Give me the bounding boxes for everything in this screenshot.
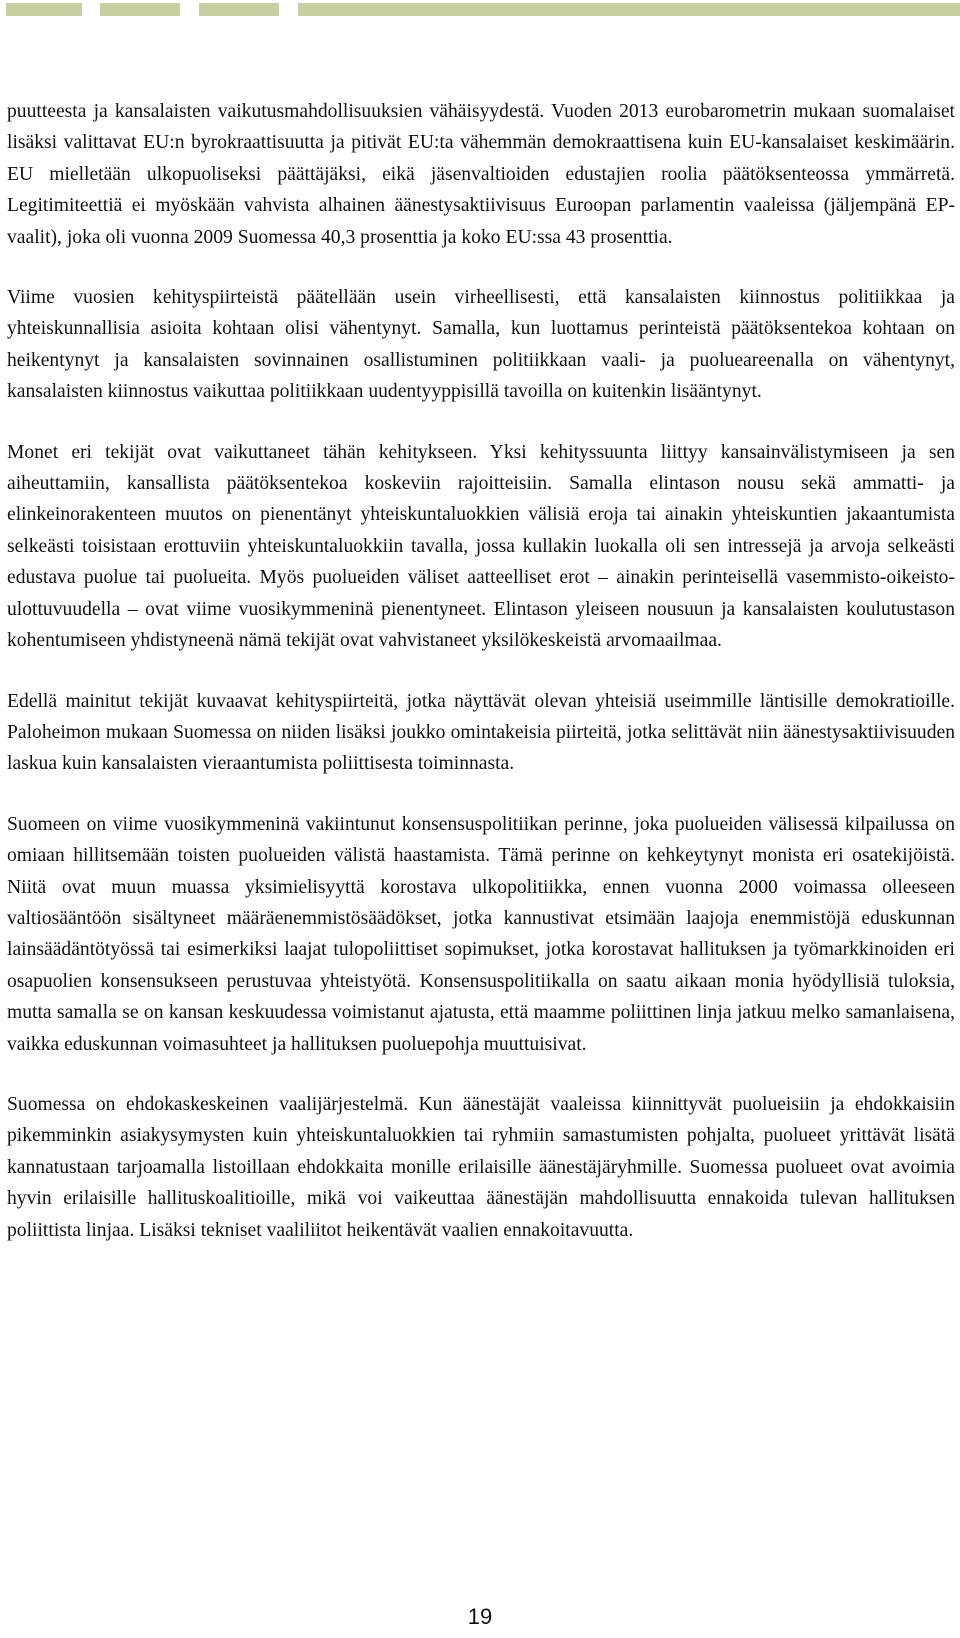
paragraph: puutteesta ja kansalaisten vaikutusmahdollisuuksien vähäisyydestä. Vuoden 2013 eurobarometrin mukaan suomalaiset lisäksi valittavat EU:n byrokraattisuutta ja pitivät EU:ta vähemmän demokraattisena kuin EU-kansalaiset keskimäärin. EU mielletään ulkopuoliseksi päättäjäksi, eikä jäsenvaltioiden edustajien roolia päätöksenteossa ymmärretä. Legitimiteettiä ei myöskään vahvista alhainen äänestysaktiivisuus Euroopan parlamentin vaaleissa (jäljempänä EP-vaalit), joka oli vuonna 2009 Suomessa 40,3 prosenttia ja koko EU:ssa 43 prosenttia. — [7, 101, 955, 248]
paragraph: Suomessa on ehdokaskeskeinen vaalijärjestelmä. Kun äänestäjät vaaleissa kiinnittyvät puolueisiin ja ehdokkaisiin pikemminkin asiakysymysten kuin yhteiskuntaluokkien tai ryhmiin samastumisten pohjalta, puolueet yrittävät lisätä kannatustaan tarjoamalla listoillaan ehdokkaita monille erilaisille äänestäjäryhmille. Suomessa puolueet ovat avoimia hyvin erilaisille hallituskoalitioille, mikä voi vaikeuttaa äänestäjän mahdollisuutta ennakoida tulevan hallituksen poliittista linjaa. Lisäksi tekniset vaaliliitot heikentävät vaalien ennakoitavuutta. — [7, 1093, 955, 1241]
paragraph: Viime vuosien kehityspiirteistä päätellään usein virheellisesti, että kansalaisten kiinnostus politiikkaa ja yhteiskunnallisia asioita kohtaan olisi vähentynyt. Samalla, kun luottamus perinteistä päätöksentekoa kohtaan on heikentynyt ja kansalaisten sovinnainen osallistuminen politiikkaan vaali- ja puolueareenalla on vähentynyt, kansalaisten kiinnostus vaikuttaa politiikkaan uudentyyppisillä tavoilla on kuitenkin lisääntynyt. — [7, 287, 955, 403]
paragraph: Edellä mainitut tekijät kuvaavat kehityspiirteitä, jotka näyttävät olevan yhteisiä useimmille läntisille demokratioille. Paloheimon mukaan Suomessa on niiden lisäksi joukko omintakeisia piirteitä, jotka selittävät niin äänestysaktiivisuuden laskua kuin kansalaisten vieraantumista poliittisesta toiminnasta. — [7, 690, 955, 775]
document-body — [7, 96, 955, 1275]
header-bar — [298, 3, 960, 16]
header-decoration — [0, 0, 960, 18]
page-number: 19 — [467, 1604, 493, 1629]
header-bar — [6, 3, 82, 16]
paragraph: Suomeen on viime vuosikymmeninä vakiintunut konsensuspolitiikan perinne, joka puolueiden välisessä kilpailussa on omiaan hillitsemään toisten puolueiden välistä haastamista. Tämä perinne on kehkeytynyt monista eri osatekijöistä. Niitä ovat muun muassa yksimielisyyttä korostava ulkopolitiikka, ennen vuonna 2000 voimassa olleeseen valtiosääntöön sisältyneet määräenemmistösäädökset, jotka kannustivat etsimään laajoja enemmistöjä eduskunnan lainsäädäntötyössä tai esimerkiksi laajat tulopoliittiset sopimukset, jotka korostavat hallituksen ja työmarkkinoiden eri osapuolien konsensukseen perustuvaa yhteistyötä. Konsensuspolitiikalla on saatu aikaan monia hyödyllisiä tuloksia, mutta samalla se on kansan keskuudessa voimistanut ajatusta, että maamme poliittinen linja jatkuu melko samanlaisena, vaikka eduskunnan voimasuhteet ja hallituksen puoluepohja muuttuisivat. — [7, 813, 955, 1055]
header-bar — [100, 3, 180, 16]
paragraph: Monet eri tekijät ovat vaikuttaneet tähän kehitykseen. Yksi kehityssuunta liittyy kansainvälistymiseen ja sen aiheuttamiin, kansallista päätöksentekoa koskeviin rajoitteisiin. Samalla elintason nousu sekä ammatti- ja elinkeinorakenteen muutos on pienentänyt yhteiskuntaluokkien välisiä eroja tai ainakin yhteiskuntien jakaantumista selkeästi toisistaan erottuviin yhteiskuntaluokkiin tavalla, jossa kullakin luokalla oli sen intressejä ja arvoja selkeästi edustava puolue tai puolueita. Myös puolueiden väliset aatteelliset erot – ainakin perinteisellä vasemmisto-oikeisto-ulottuvuudella – ovat viime vuosikymmeninä pienentyneet. Elintason yleiseen nousuun ja kansalaisten koulutustason kohentumiseen yhdistyneenä nämä tekijät ovat vahvistaneet yksilökeskeistä arvomaailmaa. — [7, 441, 955, 652]
header-bar — [199, 3, 279, 16]
